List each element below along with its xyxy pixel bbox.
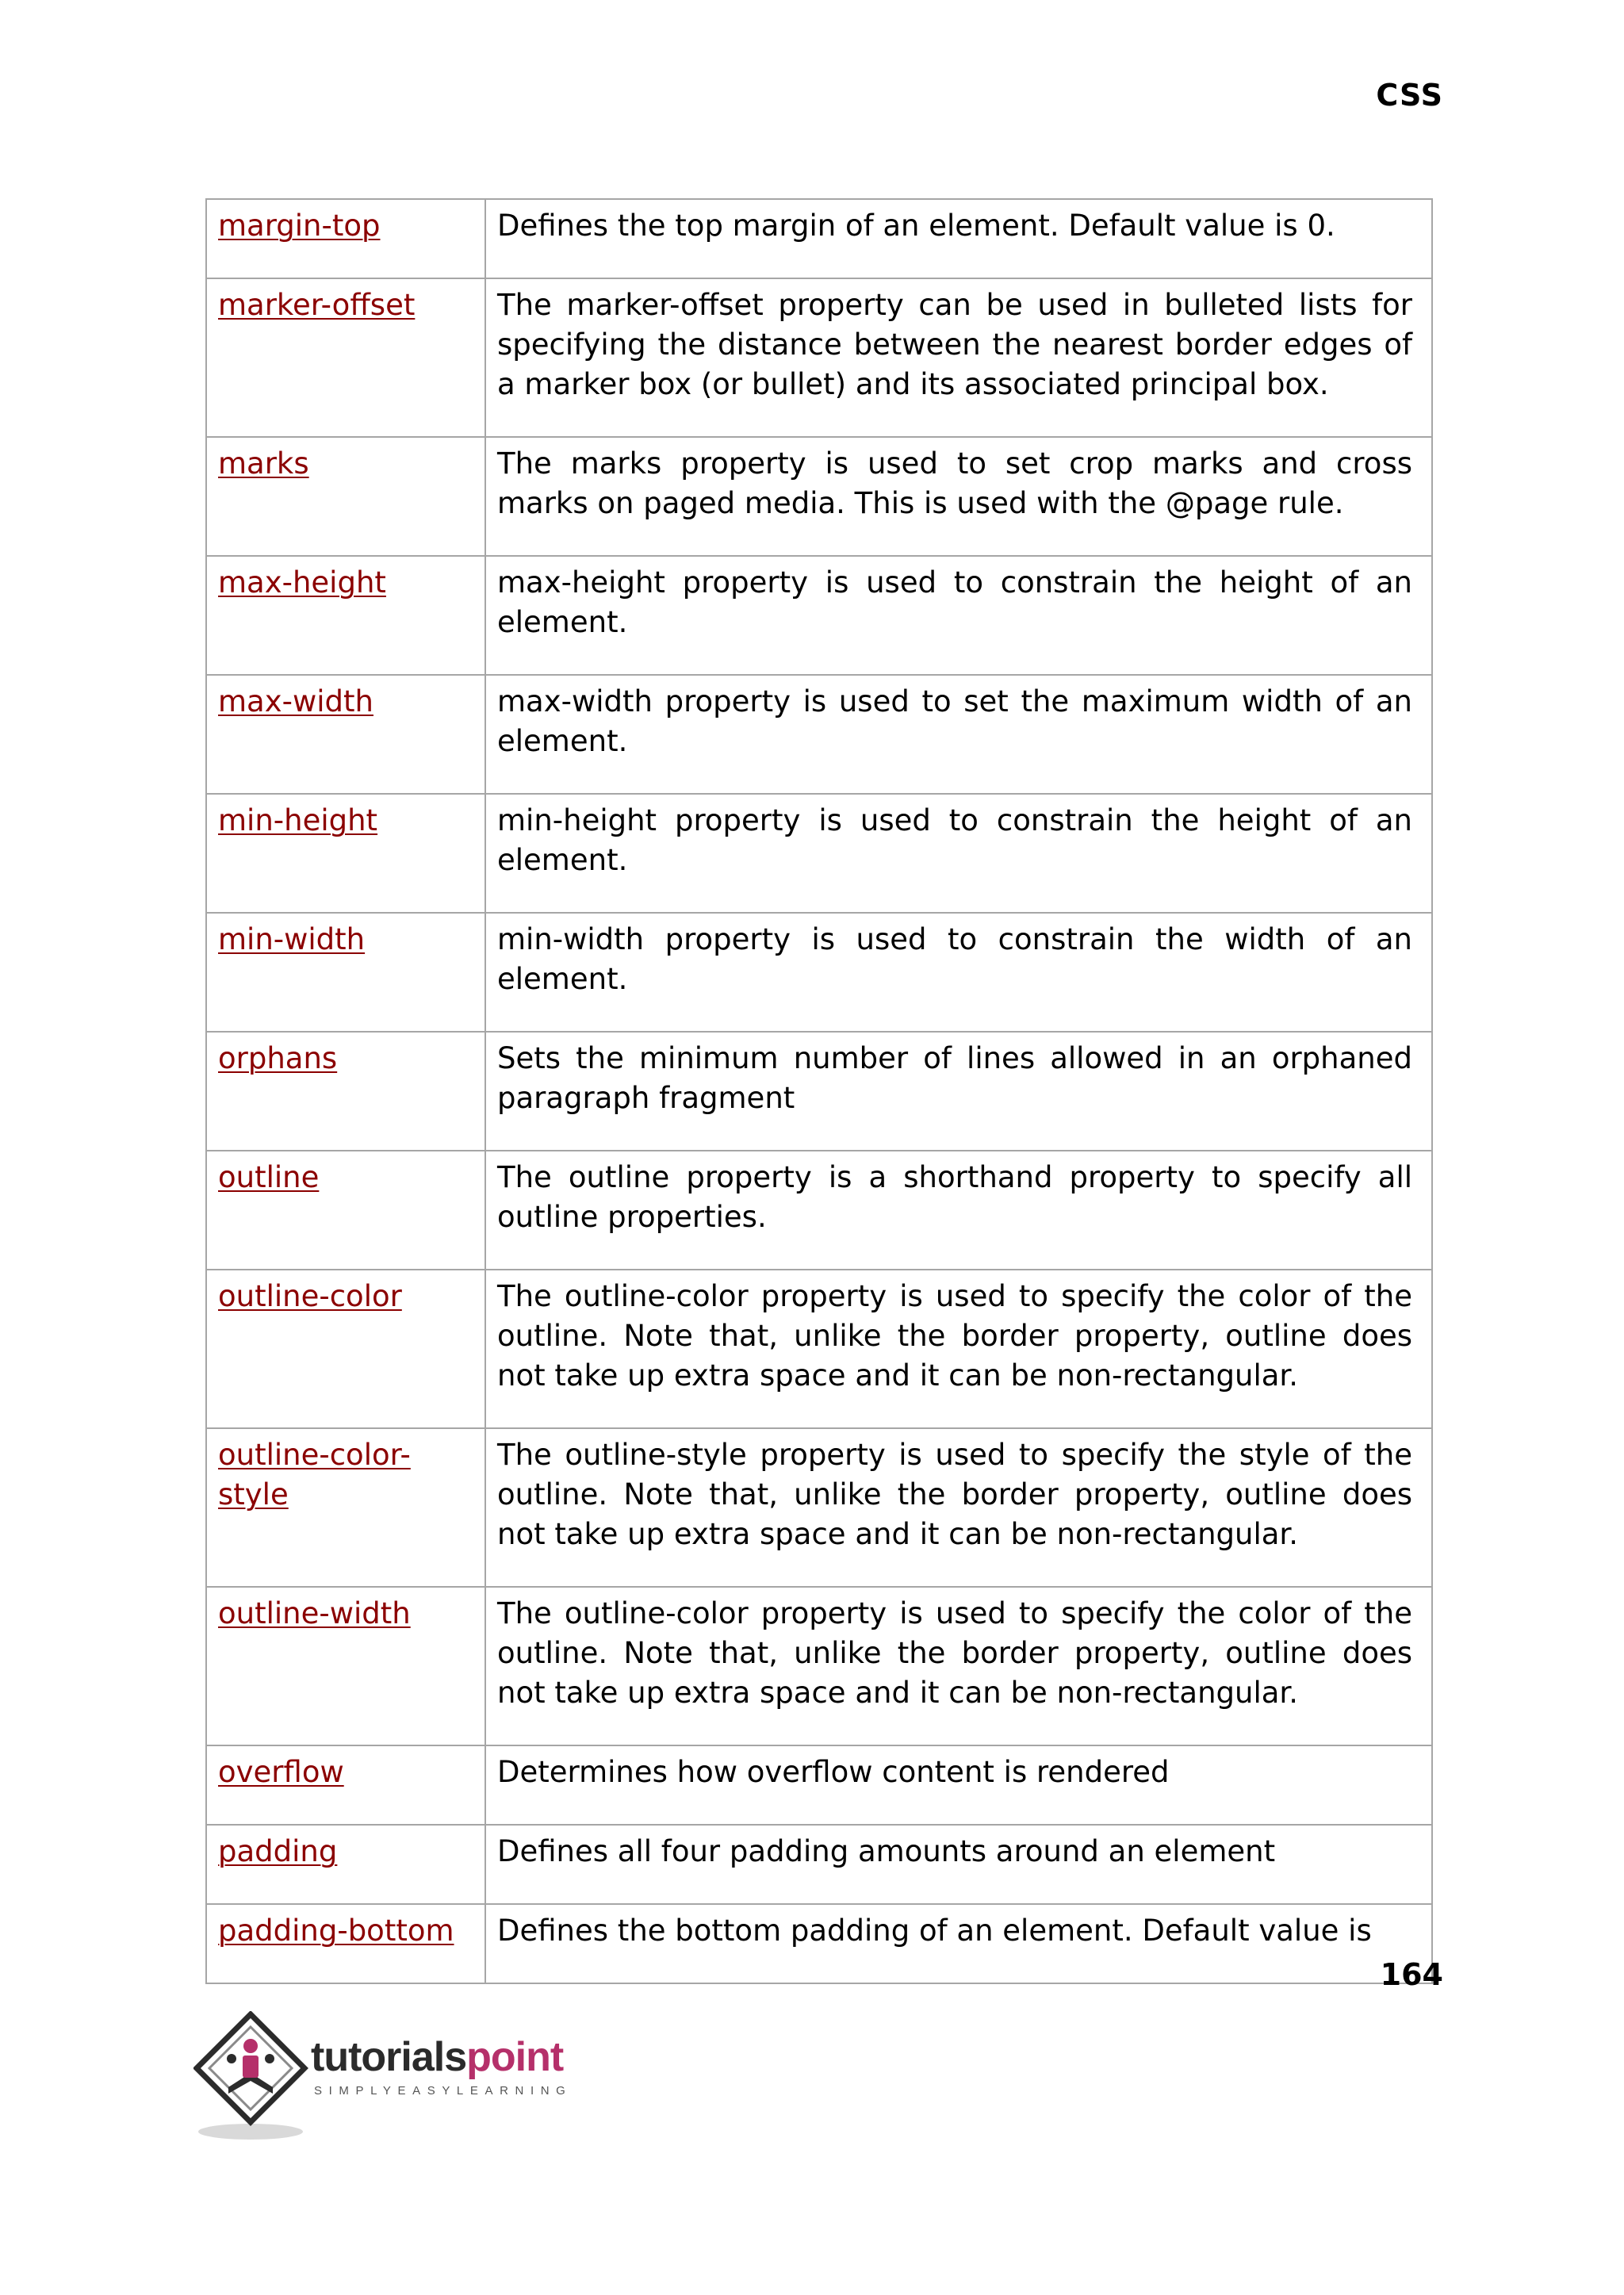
property-description: Defines all four padding amounts around an element bbox=[485, 1825, 1432, 1904]
property-link[interactable]: overflow bbox=[218, 1755, 344, 1789]
table-row bbox=[206, 1745, 1432, 1825]
property-name-cell bbox=[206, 1428, 485, 1587]
table-row bbox=[206, 1270, 1432, 1428]
table-row bbox=[206, 794, 1432, 913]
property-name-cell bbox=[206, 556, 485, 675]
property-link[interactable]: marker-offset bbox=[218, 288, 416, 322]
tutorialspoint-logo[interactable] bbox=[193, 2011, 606, 2146]
property-description: min-width property is used to constrain the width of an element. bbox=[485, 913, 1432, 1032]
table-row bbox=[206, 1904, 1432, 1983]
property-name-cell bbox=[206, 675, 485, 794]
property-link[interactable]: padding bbox=[218, 1834, 338, 1868]
property-name-cell bbox=[206, 1745, 485, 1825]
property-description: The marks property is used to set crop marks and cross marks on paged media. This is used with the @page rule. bbox=[485, 437, 1432, 556]
property-link[interactable]: orphans bbox=[218, 1041, 338, 1075]
property-link[interactable]: min-width bbox=[218, 922, 366, 956]
logo-wordmark: tutorialspoint bbox=[311, 2034, 564, 2080]
property-description: The marker-offset property can be used in bulleted lists for specifying the distance between the nearest border edges of a marker box (or bullet) and its associated principal box. bbox=[485, 278, 1432, 437]
property-name-cell bbox=[206, 1151, 485, 1270]
table-row bbox=[206, 1151, 1432, 1270]
property-link[interactable]: outline-color-style bbox=[218, 1438, 411, 1511]
property-name-cell bbox=[206, 199, 485, 278]
table-row bbox=[206, 1428, 1432, 1587]
property-description: Defines the bottom padding of an element. Default value is bbox=[485, 1904, 1432, 1983]
property-link[interactable]: max-width bbox=[218, 684, 373, 718]
table-row bbox=[206, 437, 1432, 556]
property-link[interactable]: max-height bbox=[218, 565, 386, 600]
css-properties-table bbox=[205, 198, 1433, 1984]
property-description: Sets the minimum number of lines allowed in an orphaned paragraph fragment bbox=[485, 1032, 1432, 1151]
property-name-cell bbox=[206, 1587, 485, 1745]
table-row bbox=[206, 1032, 1432, 1151]
property-description: max-height property is used to constrain the height of an element. bbox=[485, 556, 1432, 675]
property-name-cell bbox=[206, 1032, 485, 1151]
property-link[interactable]: outline-width bbox=[218, 1596, 411, 1630]
table-row bbox=[206, 199, 1432, 278]
property-description: max-width property is used to set the maximum width of an element. bbox=[485, 675, 1432, 794]
property-name-cell bbox=[206, 913, 485, 1032]
property-link[interactable]: outline bbox=[218, 1160, 320, 1194]
property-link[interactable]: min-height bbox=[218, 803, 378, 837]
table-row bbox=[206, 913, 1432, 1032]
table-row bbox=[206, 1587, 1432, 1745]
page-header-title: CSS bbox=[1376, 78, 1443, 113]
table-row bbox=[206, 556, 1432, 675]
logo-tagline: SIMPLYEASYLEARNING bbox=[314, 2084, 573, 2098]
property-description: The outline-color property is used to specify the color of the outline. Note that, unlike the border property, outline does not take up extra space and it can be non-rectangular. bbox=[485, 1270, 1432, 1428]
page-number: 164 bbox=[1380, 1957, 1443, 1992]
table-row bbox=[206, 1825, 1432, 1904]
property-description: Defines the top margin of an element. Default value is 0. bbox=[485, 199, 1432, 278]
property-description: Determines how overflow content is rendered bbox=[485, 1745, 1432, 1825]
property-name-cell bbox=[206, 437, 485, 556]
property-name-cell bbox=[206, 278, 485, 437]
property-name-cell bbox=[206, 1904, 485, 1983]
table-row bbox=[206, 675, 1432, 794]
property-description: The outline property is a shorthand property to specify all outline properties. bbox=[485, 1151, 1432, 1270]
property-name-cell bbox=[206, 1825, 485, 1904]
property-description: The outline-style property is used to specify the style of the outline. Note that, unlike the border property, outline does not take up extra space and it can be non-rectangular. bbox=[485, 1428, 1432, 1587]
property-description: The outline-color property is used to specify the color of the outline. Note that, unlike the border property, outline does not take up extra space and it can be non-rectangular. bbox=[485, 1587, 1432, 1745]
property-link[interactable]: outline-color bbox=[218, 1279, 402, 1313]
logo-diamond-icon bbox=[193, 2011, 312, 2146]
property-name-cell bbox=[206, 794, 485, 913]
property-link[interactable]: margin-top bbox=[218, 209, 381, 243]
property-description: min-height property is used to constrain the height of an element. bbox=[485, 794, 1432, 913]
table-row bbox=[206, 278, 1432, 437]
property-name-cell bbox=[206, 1270, 485, 1428]
property-link[interactable]: marks bbox=[218, 446, 309, 481]
property-link[interactable]: padding-bottom bbox=[218, 1914, 454, 1948]
